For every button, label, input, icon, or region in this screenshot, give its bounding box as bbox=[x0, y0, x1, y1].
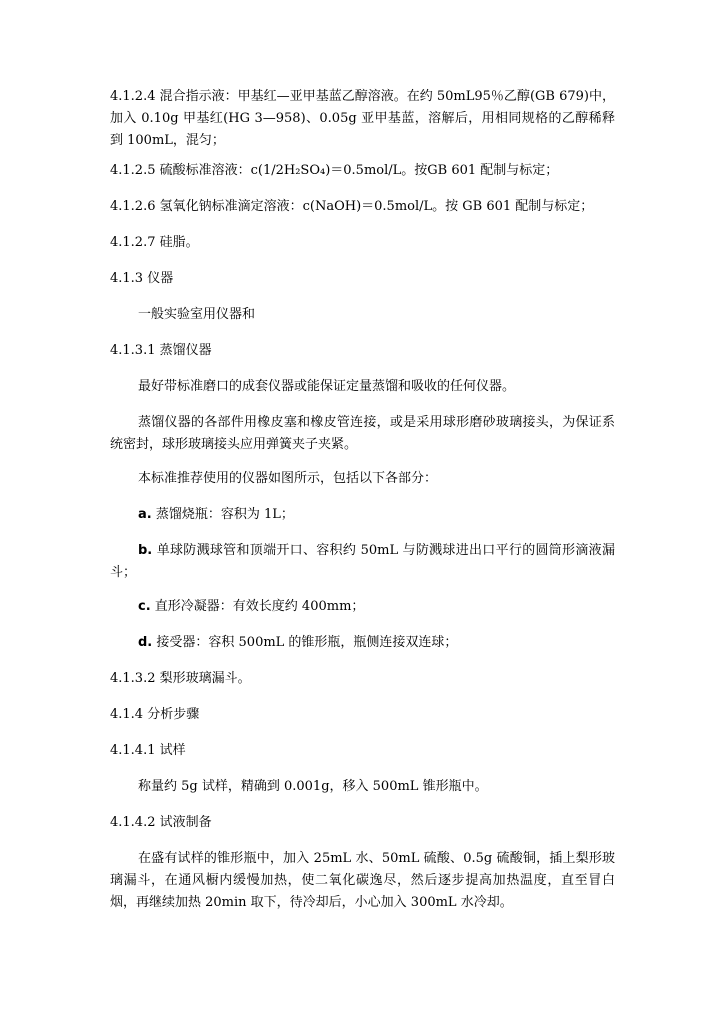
list-item-text: 蒸馏烧瓶：容积为 1L； bbox=[155, 507, 294, 522]
sample-weighing-text: 称量约 5g 试样，精确到 0.001g，移入 500mL 锥形瓶中。 bbox=[138, 779, 488, 794]
clause-4-1-3-2: 4.1.3.2 梨形玻璃漏斗。 bbox=[110, 671, 251, 686]
clause-4-1-4-2: 4.1.4.2 试液制备 bbox=[110, 815, 212, 830]
recommended-apparatus-text: 本标准推荐使用的仪器如图所示，包括以下各部分： bbox=[138, 471, 438, 486]
list-item-text: 直形冷凝器：有效长度约 400mm； bbox=[154, 599, 365, 614]
list-item-label: c. bbox=[138, 599, 151, 614]
distillation-apparatus-text: 最好带标准磨口的成套仪器或能保证定量蒸馏和吸收的任何仪器。 bbox=[138, 379, 516, 394]
list-item-label: a. bbox=[138, 507, 152, 522]
list-item-label: d. bbox=[138, 635, 153, 650]
list-item-text: 单球防溅球管和顶端开口、容积约 50mL 与防溅球进出口平行的圆筒形滴液漏斗； bbox=[110, 543, 615, 580]
section-heading-4-1-4: 4.1.4 分析步骤 bbox=[110, 707, 200, 722]
section-heading-4-1-3: 4.1.3 仪器 bbox=[110, 271, 174, 286]
clause-4-1-2-4: 4.1.2.4 混合指示液：甲基红—亚甲基蓝乙醇溶液。在约 50mL95％乙醇(GB 679)中，加入 0.10g 甲基红(HG 3—958)、0.05g 亚甲基蓝，溶解后，用相同规格的乙醇稀释到 100mL，混匀； bbox=[110, 89, 615, 148]
solution-preparation-text: 在盛有试样的锥形瓶中，加入 25mL 水、50mL 硫酸、0.5g 硫酸铜，插上梨形玻璃漏斗，在通风橱内缓慢加热，使二氧化碳逸尽，然后逐步提高加热温度，直至冒白烟，再继续加热 20min 取下，待冷却后，小心加入 300mL 水冷却。 bbox=[110, 851, 615, 910]
clause-4-1-3-1: 4.1.3.1 蒸馏仪器 bbox=[110, 343, 212, 358]
list-item-label: b. bbox=[138, 543, 153, 558]
instruments-intro: 一般实验室用仪器和 bbox=[138, 307, 256, 322]
list-item-d bbox=[110, 632, 615, 654]
clause-4-1-2-7: 4.1.2.7 硅脂。 bbox=[110, 235, 199, 250]
clause-4-1-2-6: 4.1.2.6 氢氧化钠标准滴定溶液：c(NaOH)＝0.5mol/L。按 GB 601 配制与标定； bbox=[110, 199, 594, 214]
list-item-b bbox=[110, 540, 615, 584]
list-item-text: 接受器：容积 500mL 的锥形瓶，瓶侧连接双连球； bbox=[156, 635, 458, 650]
apparatus-connection-text: 蒸馏仪器的各部件用橡皮塞和橡皮管连接，或是采用球形磨砂玻璃接头，为保证系统密封，球形玻璃接头应用弹簧夹子夹紧。 bbox=[110, 415, 615, 452]
list-item-c bbox=[110, 596, 615, 618]
list-item-a bbox=[110, 504, 615, 526]
clause-4-1-2-5: 4.1.2.5 硫酸标准溶液：c(1/2H₂SO₄)＝0.5mol/L。按GB 601 配制与标定； bbox=[110, 163, 559, 178]
clause-4-1-4-1: 4.1.4.1 试样 bbox=[110, 743, 186, 758]
